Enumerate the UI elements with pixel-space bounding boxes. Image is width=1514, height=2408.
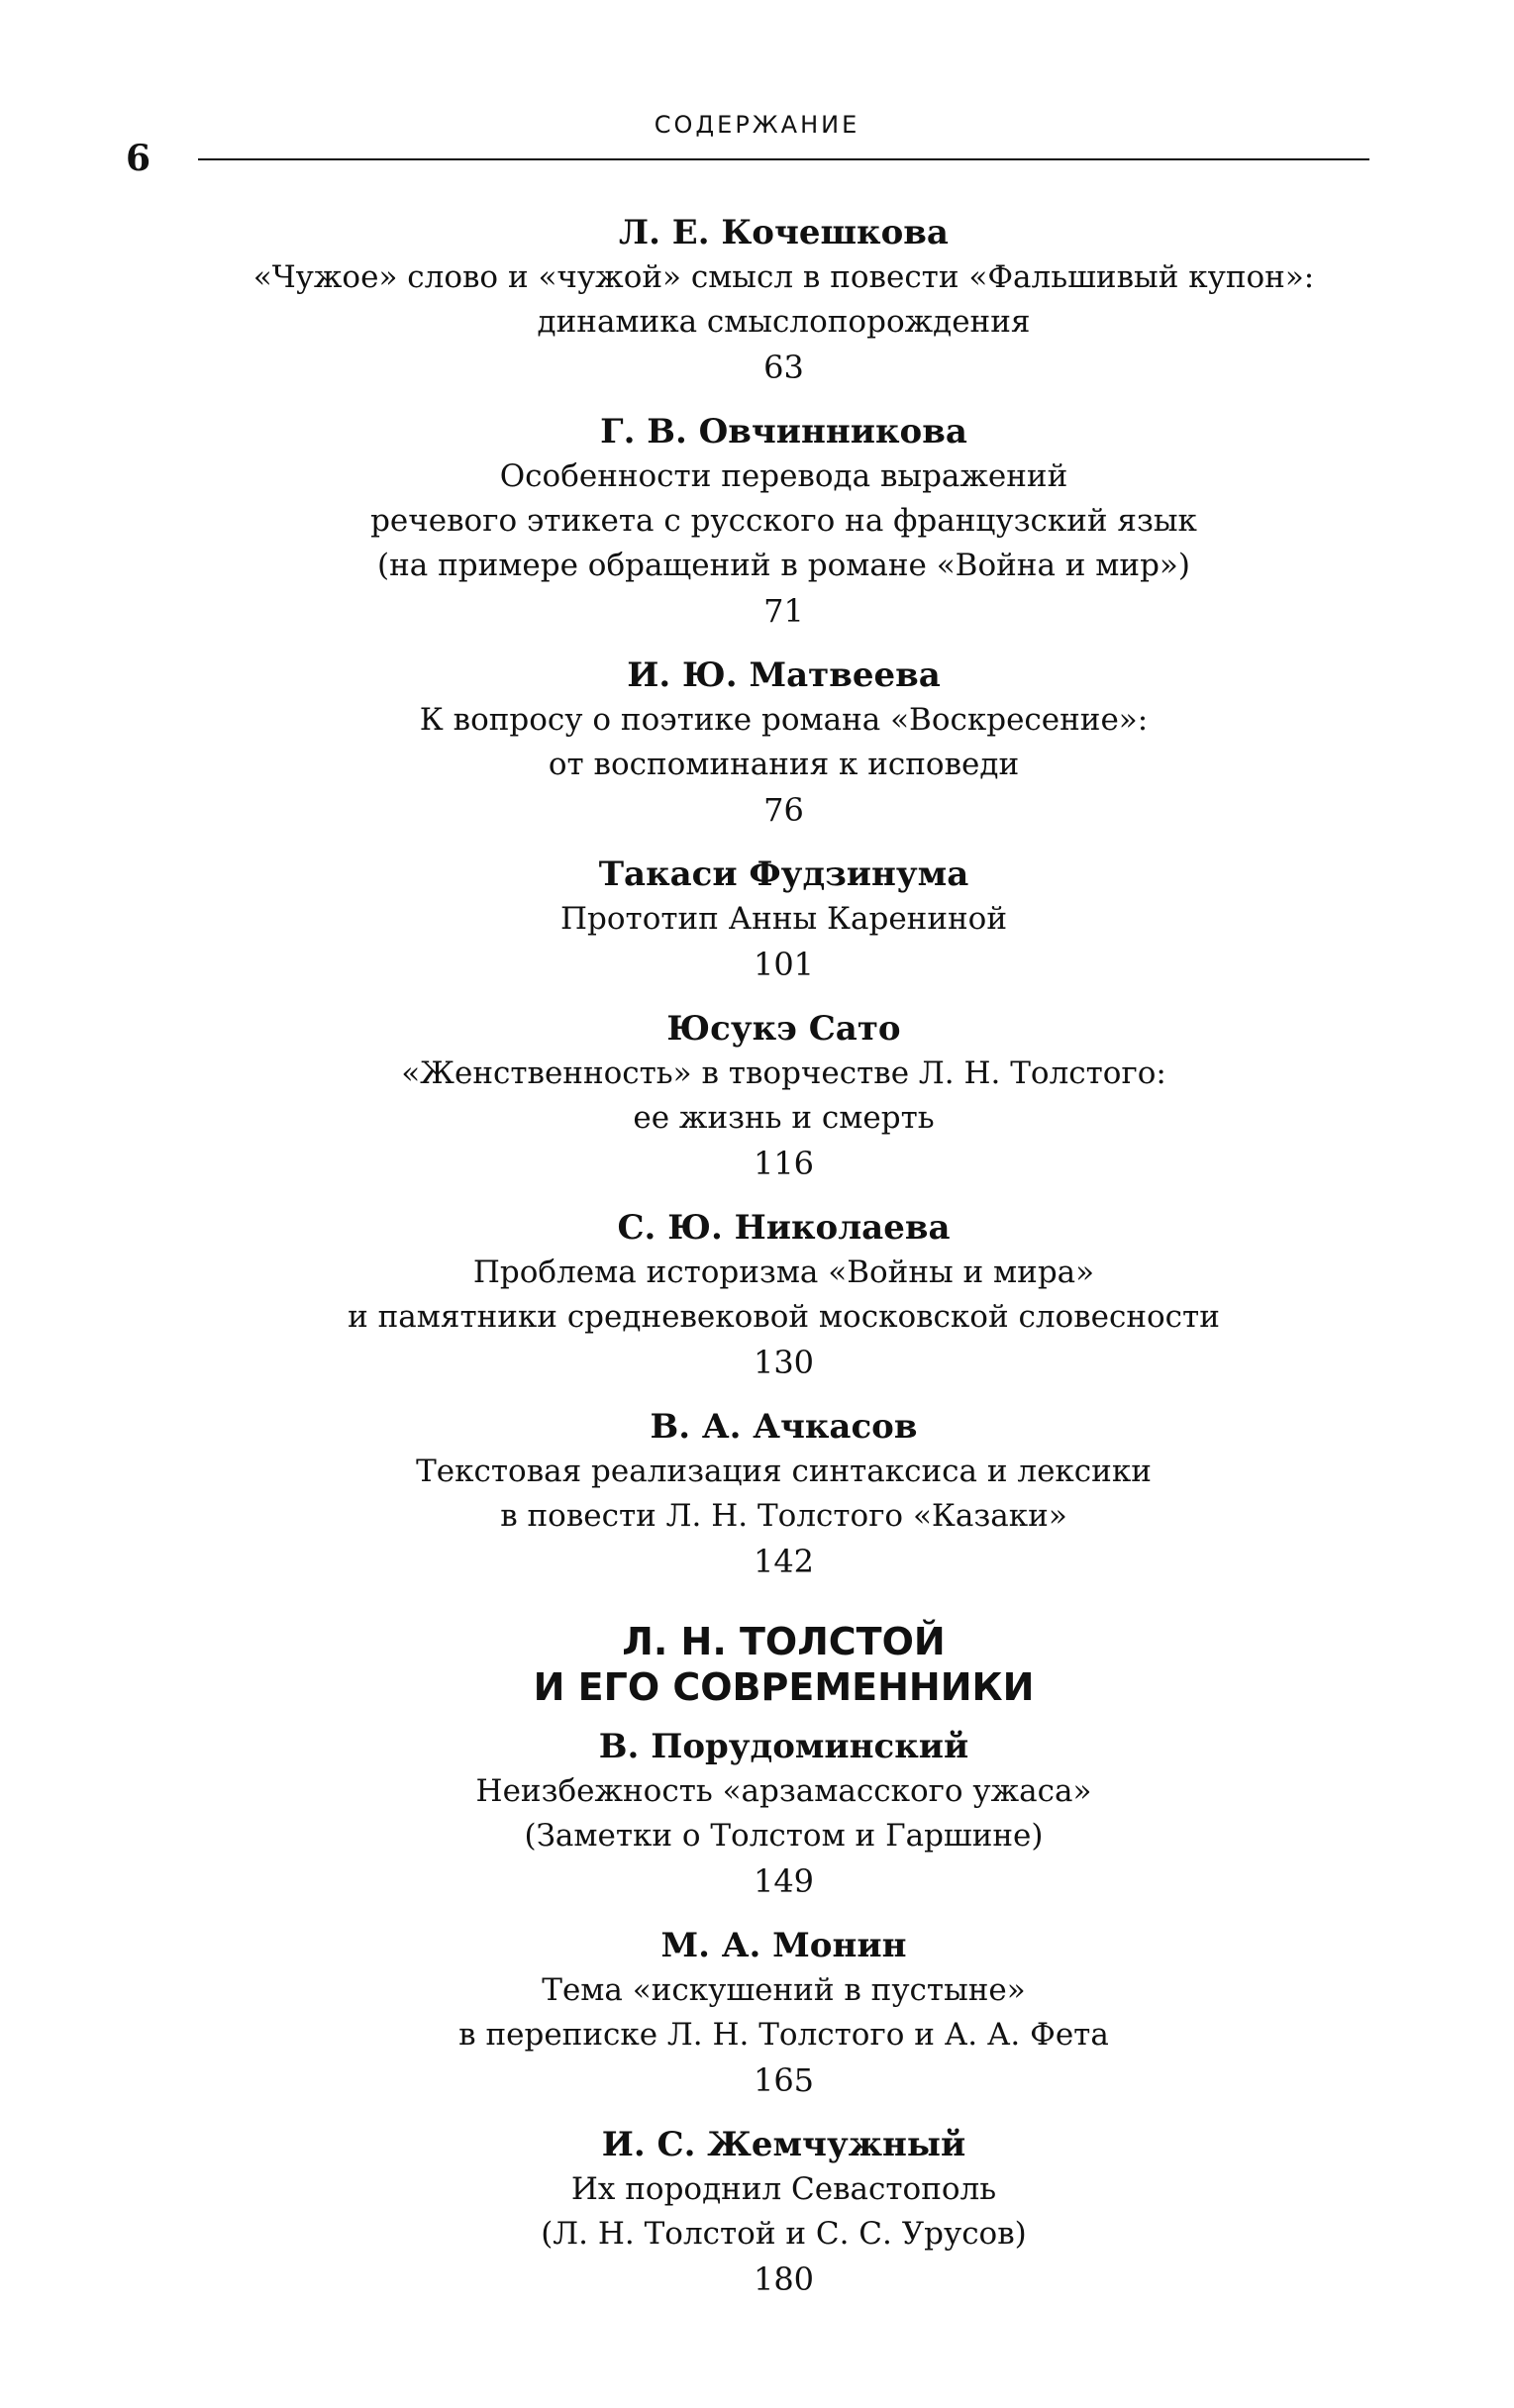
- entry-page-number: 149: [753, 1862, 815, 1900]
- entry-title-line: и памятники средневековой московской словесности: [348, 1299, 1220, 1335]
- entry-page-number: 101: [753, 946, 815, 983]
- entry-page-number: 130: [753, 1344, 815, 1381]
- section-heading: [198, 1619, 1369, 1710]
- toc-group-1: [198, 210, 1369, 1585]
- entry-title-line: в повести Л. Н. Толстого «Казаки»: [500, 1498, 1067, 1534]
- entry-title-line: от воспоминания к исповеди: [548, 747, 1020, 782]
- entry-page-number: 76: [763, 791, 804, 829]
- toc-entry: [198, 1205, 1369, 1386]
- toc-entry: [198, 2122, 1369, 2303]
- entry-page-number: 165: [753, 2061, 815, 2099]
- section-heading-line: Л. Н. ТОЛСТОЙ: [622, 1620, 946, 1663]
- entry-title-line: Их породнил Севастополь: [570, 2171, 997, 2207]
- toc-entry: [198, 1923, 1369, 2104]
- running-title: СОДЕРЖАНИЕ: [654, 111, 860, 139]
- entry-author: Г. В. Овчинникова: [600, 412, 967, 452]
- entry-title-line: (Л. Н. Толстой и С. С. Урусов): [541, 2216, 1027, 2252]
- entry-title-line: Неизбежность «арзамасского ужаса»: [475, 1773, 1092, 1809]
- entry-author: М. А. Монин: [660, 1926, 907, 1965]
- entry-title-line: Проблема историзма «Войны и мира»: [472, 1254, 1095, 1290]
- table-of-contents: [198, 210, 1369, 2321]
- entry-author: Юсукэ Сато: [666, 1009, 901, 1049]
- entry-title-line: Текстовая реализация синтаксиса и лексики: [416, 1454, 1152, 1489]
- entry-title-line: в переписке Л. Н. Толстого и А. А. Фета: [458, 2017, 1109, 2053]
- entry-author: В. А. Ачкасов: [650, 1407, 918, 1447]
- entry-page-number: 116: [753, 1145, 815, 1182]
- entry-page-number: 71: [763, 592, 804, 630]
- entry-page-number: 142: [753, 1543, 815, 1580]
- entry-title-line: (на примере обращений в романе «Война и мир»): [377, 548, 1190, 583]
- entry-author: И. Ю. Матвеева: [627, 655, 941, 695]
- entry-title-line: «Чужое» слово и «чужой» смысл в повести «Фальшивый купон»:: [252, 259, 1315, 295]
- page-header: [0, 0, 1514, 178]
- entry-page-number: 180: [753, 2260, 815, 2298]
- header-rule: [198, 158, 1369, 160]
- entry-title-line: «Женственность» в творчестве Л. Н. Толстого:: [401, 1055, 1166, 1091]
- entry-title-line: ее жизнь и смерть: [633, 1100, 935, 1136]
- toc-entry: [198, 409, 1369, 635]
- entry-title-line: Тема «искушений в пустыне»: [542, 1972, 1026, 2008]
- toc-entry: [198, 852, 1369, 988]
- toc-entry: [198, 210, 1369, 391]
- entry-author: С. Ю. Николаева: [617, 1208, 951, 1248]
- section-heading-line: И ЕГО СОВРЕМЕННИКИ: [533, 1665, 1035, 1709]
- toc-group-2: [198, 1724, 1369, 2303]
- entry-title-line: Особенности перевода выражений: [499, 458, 1068, 494]
- entry-author: И. С. Жемчужный: [601, 2125, 966, 2164]
- entry-page-number: 63: [763, 349, 804, 386]
- toc-entry: [198, 652, 1369, 834]
- page-number: 6: [126, 138, 151, 179]
- entry-author: Л. Е. Кочешкова: [619, 213, 949, 252]
- entry-title-line: Прототип Анны Карениной: [560, 901, 1007, 937]
- entry-author: Такаси Фудзинума: [598, 854, 969, 894]
- entry-title-line: (Заметки о Толстом и Гаршине): [524, 1818, 1044, 1854]
- toc-entry: [198, 1724, 1369, 1905]
- entry-title-line: динамика смыслопорождения: [537, 304, 1031, 340]
- toc-entry: [198, 1404, 1369, 1585]
- entry-title-line: К вопросу о поэтике романа «Воскресение»:: [419, 702, 1149, 738]
- entry-author: В. Порудоминский: [598, 1727, 969, 1766]
- entry-title-line: речевого этикета с русского на французский язык: [370, 503, 1197, 539]
- toc-entry: [198, 1006, 1369, 1187]
